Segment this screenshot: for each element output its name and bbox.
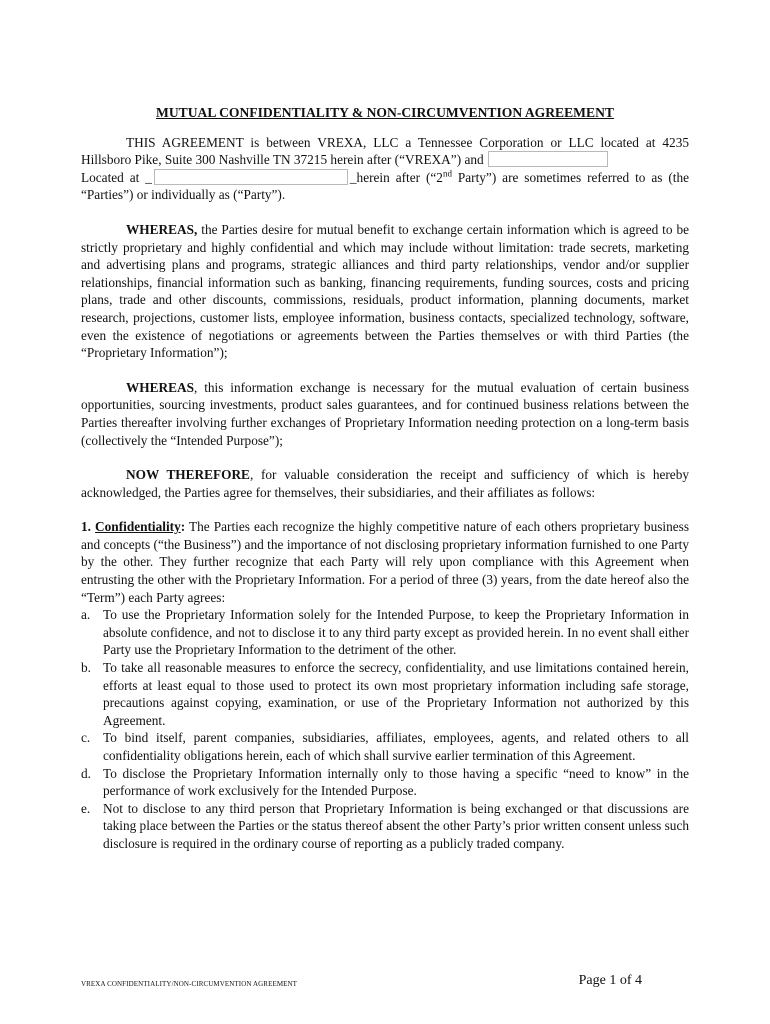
second-party-name-field[interactable] — [488, 151, 608, 167]
intro-text-1: THIS AGREEMENT is between VREXA, LLC a Tennessee Corporation or LLC located at 4235 Hillsboro Pike, Suite 300 Nashville TN 37215 herein after (“VREXA”) and — [81, 134, 689, 168]
intro-superscript: nd — [442, 168, 452, 179]
whereas-paragraph-1 — [81, 221, 689, 362]
list-item-text: Not to disclose to any third person that Proprietary Information is being exchanged or that discussions are taking place between the Parties or the status thereof absent the other Party’s prior written consent unless such disclosure is required in the ordinary course of reporting as a publicly traded company. — [103, 800, 690, 851]
section-1-number: 1. — [81, 519, 96, 535]
list-item-letter: d. — [81, 765, 91, 781]
document-title: MUTUAL CONFIDENTIALITY & NON-CIRCUMVENTION AGREEMENT — [156, 105, 614, 120]
intro-text-4: Party”) are sometimes referred to as (the “Parties”) or individually as (“Party”). — [81, 169, 689, 203]
intro-text-2: Located at _ — [81, 169, 152, 185]
list-item — [81, 729, 689, 764]
whereas-1-text: the Parties desire for mutual benefit to exchange certain information which is agreed to be strictly proprietary and highly confidential and which may include without limitation: trade secrets, marketing and advertising plans and programs, strategic alliances and third party relationships, vendor and/or supplier relationships, financial information such as banking, financing requirements, funding sources, costs and pricing plans, trade and other discounts, commissions, residuals, product information, planning documents, market research, projections, customer lists, employee information, business contacts, specialized technology, software, even the existence of negotiations or agreements between the Parties themselves or with third Parties (the “Proprietary Information”); — [81, 221, 689, 361]
section-1-heading: Confidentiality — [95, 519, 181, 535]
confidentiality-obligations-list — [81, 606, 689, 852]
section-1-colon: : — [180, 519, 186, 535]
intro-text-3: _herein after (“2 — [349, 169, 443, 185]
list-item-text: To use the Proprietary Information solely for the Intended Purpose, to keep the Proprietary Information in absolute confidence, and not to disclose it to any third party except as provided herein. In no event shall either Party use the Proprietary Information to the detriment of the other. — [103, 607, 689, 658]
list-item — [81, 606, 689, 659]
document-body — [81, 104, 689, 853]
now-therefore-text: , for valuable consideration the receipt and sufficiency of which is hereby acknowledged, the Parties agree for themselves, their subsidiaries, and their affiliates as follows: — [81, 467, 689, 500]
section-1-text: The Parties each recognize the highly competitive nature of each others proprietary business and concepts (“the Business”) and the importance of not disclosing proprietary information furnished to one Party by the other. They further recognize that each Party will rely upon compliance with this Agreement when entrusting the other with the Proprietary Information. For a period of three (3) years, from the date hereof also the “Term”) each Party agrees: — [81, 519, 689, 605]
intro-paragraph — [81, 134, 689, 204]
list-item — [81, 659, 689, 729]
list-item-text: To disclose the Proprietary Information internally only to those having a specific “need to know” in the performance of work exclusively for the Intended Purpose. — [103, 765, 689, 799]
whereas-1-label: WHEREAS, — [126, 221, 198, 237]
list-item-letter: a. — [81, 607, 91, 623]
now-therefore-label: NOW THEREFORE — [126, 467, 250, 483]
list-item — [81, 800, 689, 853]
list-item-text: To take all reasonable measures to enforce the secrecy, confidentiality, and use limitations contained herein, efforts at least equal to those used to protect its own most proprietary information including safe storage, precautions against copying, examination, or use of the Proprietary Information not authorized by this Agreement. — [103, 660, 689, 728]
whereas-2-text: , this information exchange is necessary for the mutual evaluation of certain business opportunities, sourcing investments, product sales guarantees, and for continued business relations between the Parties thereafter involving further exchanges of Proprietary Information needing protection on a long-term basis (collectively the “Intended Purpose”); — [81, 379, 689, 448]
list-item-text: To bind itself, parent companies, subsidiaries, affiliates, employees, agents, and related others to all confidentiality obligations herein, each of which shall survive earlier termination of this Agreement. — [103, 730, 689, 763]
now-therefore-paragraph — [81, 466, 689, 501]
whereas-paragraph-2 — [81, 379, 689, 449]
page-number: Page 1 of 4 — [578, 973, 642, 988]
list-item-letter: e. — [81, 800, 91, 816]
second-party-address-field[interactable] — [154, 169, 348, 185]
list-item — [81, 765, 689, 800]
list-item-letter: c. — [81, 730, 91, 746]
section-1-paragraph — [81, 518, 689, 606]
list-item-letter: b. — [81, 660, 91, 676]
whereas-2-label: WHEREAS — [126, 379, 194, 395]
footer-document-name: VREXA CONFIDENTIALITY/NON-CIRCUMVENTION AGREEMENT — [81, 980, 298, 988]
